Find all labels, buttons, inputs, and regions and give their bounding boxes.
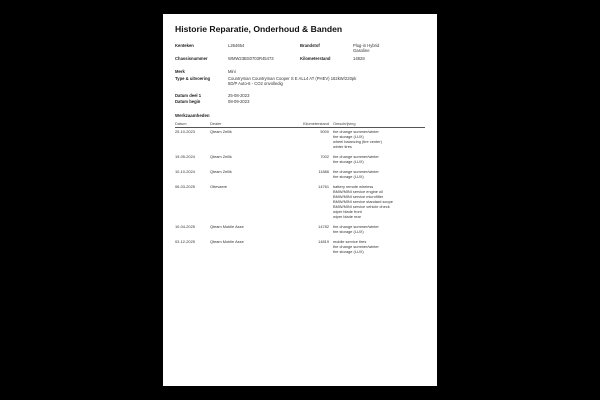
table-row [175, 249, 425, 254]
entry-date: 10-04-2025 [175, 224, 195, 229]
brandstof-value [353, 43, 425, 53]
entry-dealer: Qteam Zellik [210, 154, 232, 159]
entry-item: winter tires [333, 144, 352, 149]
vehicle-model-block [175, 69, 425, 86]
entry-item: mobile service tires [333, 239, 367, 244]
brandstof-label: Brandstof [300, 43, 320, 48]
entry-dealer: Qteam Zellik [210, 169, 232, 174]
entry-item: tire change summer/winter [333, 169, 379, 174]
entry-item: tire change summer/winter [333, 224, 379, 229]
brandstof-value-line1: Plug-in Hybrid [353, 43, 380, 48]
entry-item: battery remote wireless [333, 184, 374, 189]
work-table [175, 121, 425, 254]
type-value-line2: 5D/P Auto-6 - CO2 onvolledig [228, 81, 283, 86]
begin-value: 08-09-2023 [228, 99, 250, 104]
kenteken-label: Kenteken [175, 43, 194, 48]
entry-item: tire storage (LUX) [333, 134, 364, 139]
entry-km: 14761 [318, 184, 329, 189]
entry-item: wiper blade front [333, 209, 362, 214]
entry-item: wiper blade rear [333, 214, 361, 219]
brandstof-value-line2: Gasoline [353, 48, 370, 53]
type-label: Type & uitvoering [175, 76, 211, 81]
km-value: 14828 [353, 56, 365, 61]
entry-item: wheel balancing (tire center) [333, 139, 382, 144]
entry-date: 19-05-2024 [175, 154, 195, 159]
merk-label: Merk [175, 69, 185, 74]
entry-date: 03-12-2025 [175, 239, 195, 244]
begin-label: Datum begin [175, 99, 201, 104]
entry-item: tire change summer/winter [333, 154, 379, 159]
entry-date: 10-10-2024 [175, 169, 195, 174]
chassis-label: Chassisnummer [175, 56, 208, 61]
entry-item: tire storage (LUX) [333, 159, 364, 164]
merk-value: Mini [228, 69, 236, 74]
entry-item: BMW/MINI service standard scope [333, 199, 393, 204]
entry-date: 25-10-2023 [175, 129, 195, 134]
vehicle-info-grid [175, 43, 425, 61]
entry-item: BMW/MINI service engine oil [333, 189, 383, 194]
entry-dealer: Qteam Mobile Asse [210, 239, 244, 244]
entry-km: 11886 [318, 169, 329, 174]
kenteken-value: L264654 [228, 43, 245, 48]
entry-item: tire storage (LUX) [333, 174, 364, 179]
entry-item: tire change summer/winter [333, 244, 379, 249]
entry-item: tire storage (LUX) [333, 229, 364, 234]
entry-dealer: Qteam Mobile Asse [210, 224, 244, 229]
entry-dealer: Qteam Zellik [210, 129, 232, 134]
km-label: Kilometerstand [300, 56, 331, 61]
entry-km: 7002 [320, 154, 329, 159]
entry-km: 14782 [318, 224, 329, 229]
entry-km: 14819 [318, 239, 329, 244]
document-page [163, 14, 437, 386]
entry-dealer: Ottevaere [210, 184, 228, 189]
entry-item: tire storage (LUX) [333, 249, 364, 254]
work-table-body [175, 127, 425, 254]
document-title: Historie Reparatie, Onderhoud & Banden [175, 24, 343, 34]
entry-item: BMW/MINI service microfilter [333, 194, 384, 199]
table-row [175, 127, 425, 134]
type-value [228, 76, 425, 86]
header-km: Kilometerstand [295, 121, 333, 127]
deel1-label: Datum deel 1 [175, 93, 202, 98]
header-desc: Omschrijving [333, 121, 425, 127]
header-dealer: Dealer [210, 121, 260, 127]
header-date: Datum [175, 121, 210, 127]
chassis-value: WMW23BS0703R45473 [228, 56, 274, 61]
entry-date: 06-03-2025 [175, 184, 195, 189]
deel1-value: 25-08-2023 [228, 93, 250, 98]
entry-km: 5000 [320, 129, 329, 134]
work-section-title: Werkzaamheden [175, 113, 210, 118]
entry-item: BMW/MINI service vehicle check [333, 204, 390, 209]
type-value-line1: Countryman Countryman Cooper S E ALL4 AT (PHEV) 162kW/220pk [228, 76, 357, 81]
entry-item: tire change summer/winter [333, 129, 379, 134]
vehicle-dates-block [175, 93, 425, 104]
